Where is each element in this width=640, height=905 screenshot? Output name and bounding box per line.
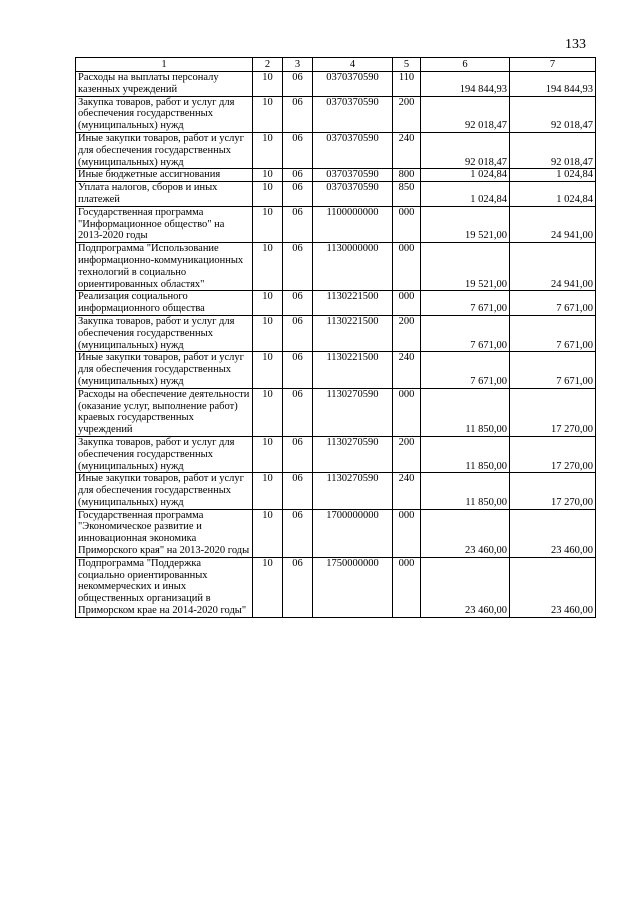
row-target-article-cell: 0370370590 [313,182,393,207]
row-amount-col6-cell: 194 844,93 [421,72,510,97]
row-section-cell: 10 [253,182,283,207]
row-section-cell: 10 [253,315,283,351]
header-cell: 6 [421,58,510,72]
row-subsection-cell: 06 [283,557,313,617]
row-target-article-cell: 1130221500 [313,315,393,351]
row-name-cell: Иные закупки товаров, работ и услуг для обеспечения государственных (муниципальных) нужд [76,352,253,388]
row-target-article-cell: 1130270590 [313,436,393,472]
row-amount-col7-cell: 92 018,47 [510,132,596,168]
table-row [76,243,596,291]
row-name-cell: Закупка товаров, работ и услуг для обеспечения государственных (муниципальных) нужд [76,96,253,132]
row-section-cell: 10 [253,509,283,557]
row-amount-col6-cell: 1 024,84 [421,169,510,182]
row-section-cell: 10 [253,96,283,132]
row-expense-type-cell: 240 [393,132,421,168]
table-row [76,388,596,436]
row-expense-type-cell: 000 [393,291,421,316]
row-target-article-cell: 1130270590 [313,388,393,436]
row-subsection-cell: 06 [283,388,313,436]
row-expense-type-cell: 200 [393,436,421,472]
row-subsection-cell: 06 [283,291,313,316]
row-name-cell: Иные закупки товаров, работ и услуг для обеспечения государственных (муниципальных) нужд [76,473,253,509]
row-name-cell: Государственная программа "Экономическое развитие и инновационная экономика Приморского края" на 2013-2020 годы [76,509,253,557]
header-cell: 4 [313,58,393,72]
row-amount-col7-cell: 1 024,84 [510,169,596,182]
table-row [76,473,596,509]
row-amount-col7-cell: 17 270,00 [510,436,596,472]
table-row [76,509,596,557]
row-target-article-cell: 0370370590 [313,132,393,168]
row-amount-col6-cell: 7 671,00 [421,291,510,316]
table-row [76,315,596,351]
row-name-cell: Подпрограмма "Использование информационно-коммуникационных технологий в социально ориентированных областях" [76,243,253,291]
row-expense-type-cell: 200 [393,96,421,132]
row-amount-col6-cell: 11 850,00 [421,388,510,436]
row-target-article-cell: 1700000000 [313,509,393,557]
row-name-cell: Закупка товаров, работ и услуг для обеспечения государственных (муниципальных) нужд [76,436,253,472]
header-cell: 2 [253,58,283,72]
header-cell: 3 [283,58,313,72]
row-amount-col7-cell: 17 270,00 [510,388,596,436]
row-amount-col7-cell: 1 024,84 [510,182,596,207]
row-amount-col7-cell: 7 671,00 [510,352,596,388]
header-cell: 7 [510,58,596,72]
row-section-cell: 10 [253,243,283,291]
row-amount-col7-cell: 194 844,93 [510,72,596,97]
row-name-cell: Уплата налогов, сборов и иных платежей [76,182,253,207]
row-subsection-cell: 06 [283,509,313,557]
row-name-cell: Расходы на обеспечение деятельности (оказание услуг, выполнение работ) краевых государственных учреждений [76,388,253,436]
row-amount-col6-cell: 23 460,00 [421,557,510,617]
table-row [76,182,596,207]
row-name-cell: Реализация социального информационного общества [76,291,253,316]
row-subsection-cell: 06 [283,132,313,168]
row-subsection-cell: 06 [283,72,313,97]
table-row [76,206,596,242]
row-subsection-cell: 06 [283,169,313,182]
row-expense-type-cell: 850 [393,182,421,207]
row-amount-col6-cell: 7 671,00 [421,352,510,388]
row-name-cell: Подпрограмма "Поддержка социально ориентированных некоммерческих и иных общественных организаций в Приморском крае на 2014-2020 годы" [76,557,253,617]
table-row [76,72,596,97]
row-target-article-cell: 1100000000 [313,206,393,242]
row-target-article-cell: 0370370590 [313,72,393,97]
row-name-cell: Государственная программа "Информационное общество" на 2013-2020 годы [76,206,253,242]
row-expense-type-cell: 000 [393,206,421,242]
row-name-cell: Расходы на выплаты персоналу казенных учреждений [76,72,253,97]
row-amount-col7-cell: 24 941,00 [510,206,596,242]
page-number: 133 [565,37,586,52]
row-amount-col6-cell: 92 018,47 [421,132,510,168]
row-expense-type-cell: 000 [393,388,421,436]
row-target-article-cell: 1130000000 [313,243,393,291]
row-expense-type-cell: 110 [393,72,421,97]
row-expense-type-cell: 000 [393,557,421,617]
budget-table [75,57,596,618]
row-subsection-cell: 06 [283,352,313,388]
row-subsection-cell: 06 [283,473,313,509]
row-expense-type-cell: 240 [393,352,421,388]
row-target-article-cell: 0370370590 [313,169,393,182]
row-name-cell: Иные закупки товаров, работ и услуг для обеспечения государственных (муниципальных) нужд [76,132,253,168]
row-section-cell: 10 [253,169,283,182]
row-target-article-cell: 1750000000 [313,557,393,617]
row-amount-col7-cell: 23 460,00 [510,557,596,617]
row-amount-col7-cell: 7 671,00 [510,291,596,316]
table-row [76,436,596,472]
row-target-article-cell: 1130221500 [313,291,393,316]
row-amount-col6-cell: 19 521,00 [421,243,510,291]
row-amount-col6-cell: 7 671,00 [421,315,510,351]
header-cell: 1 [76,58,253,72]
row-amount-col6-cell: 11 850,00 [421,473,510,509]
table-row [76,132,596,168]
row-subsection-cell: 06 [283,436,313,472]
row-expense-type-cell: 000 [393,243,421,291]
table-row [76,352,596,388]
table-header-row [76,58,596,72]
row-section-cell: 10 [253,352,283,388]
row-subsection-cell: 06 [283,315,313,351]
row-subsection-cell: 06 [283,96,313,132]
row-section-cell: 10 [253,557,283,617]
row-target-article-cell: 1130270590 [313,473,393,509]
row-section-cell: 10 [253,473,283,509]
row-amount-col7-cell: 7 671,00 [510,315,596,351]
row-amount-col7-cell: 92 018,47 [510,96,596,132]
row-amount-col6-cell: 1 024,84 [421,182,510,207]
row-expense-type-cell: 800 [393,169,421,182]
table-row [76,169,596,182]
row-subsection-cell: 06 [283,243,313,291]
row-expense-type-cell: 000 [393,509,421,557]
row-section-cell: 10 [253,206,283,242]
table-row [76,96,596,132]
row-name-cell: Закупка товаров, работ и услуг для обеспечения государственных (муниципальных) нужд [76,315,253,351]
row-subsection-cell: 06 [283,206,313,242]
row-expense-type-cell: 240 [393,473,421,509]
row-amount-col7-cell: 24 941,00 [510,243,596,291]
row-section-cell: 10 [253,132,283,168]
row-amount-col7-cell: 23 460,00 [510,509,596,557]
row-amount-col6-cell: 19 521,00 [421,206,510,242]
header-cell: 5 [393,58,421,72]
row-section-cell: 10 [253,436,283,472]
row-amount-col6-cell: 11 850,00 [421,436,510,472]
row-amount-col6-cell: 92 018,47 [421,96,510,132]
table-row [76,291,596,316]
row-amount-col6-cell: 23 460,00 [421,509,510,557]
row-amount-col7-cell: 17 270,00 [510,473,596,509]
row-target-article-cell: 0370370590 [313,96,393,132]
row-section-cell: 10 [253,388,283,436]
row-target-article-cell: 1130221500 [313,352,393,388]
row-subsection-cell: 06 [283,182,313,207]
row-section-cell: 10 [253,72,283,97]
row-expense-type-cell: 200 [393,315,421,351]
row-section-cell: 10 [253,291,283,316]
row-name-cell: Иные бюджетные ассигнования [76,169,253,182]
table-row [76,557,596,617]
